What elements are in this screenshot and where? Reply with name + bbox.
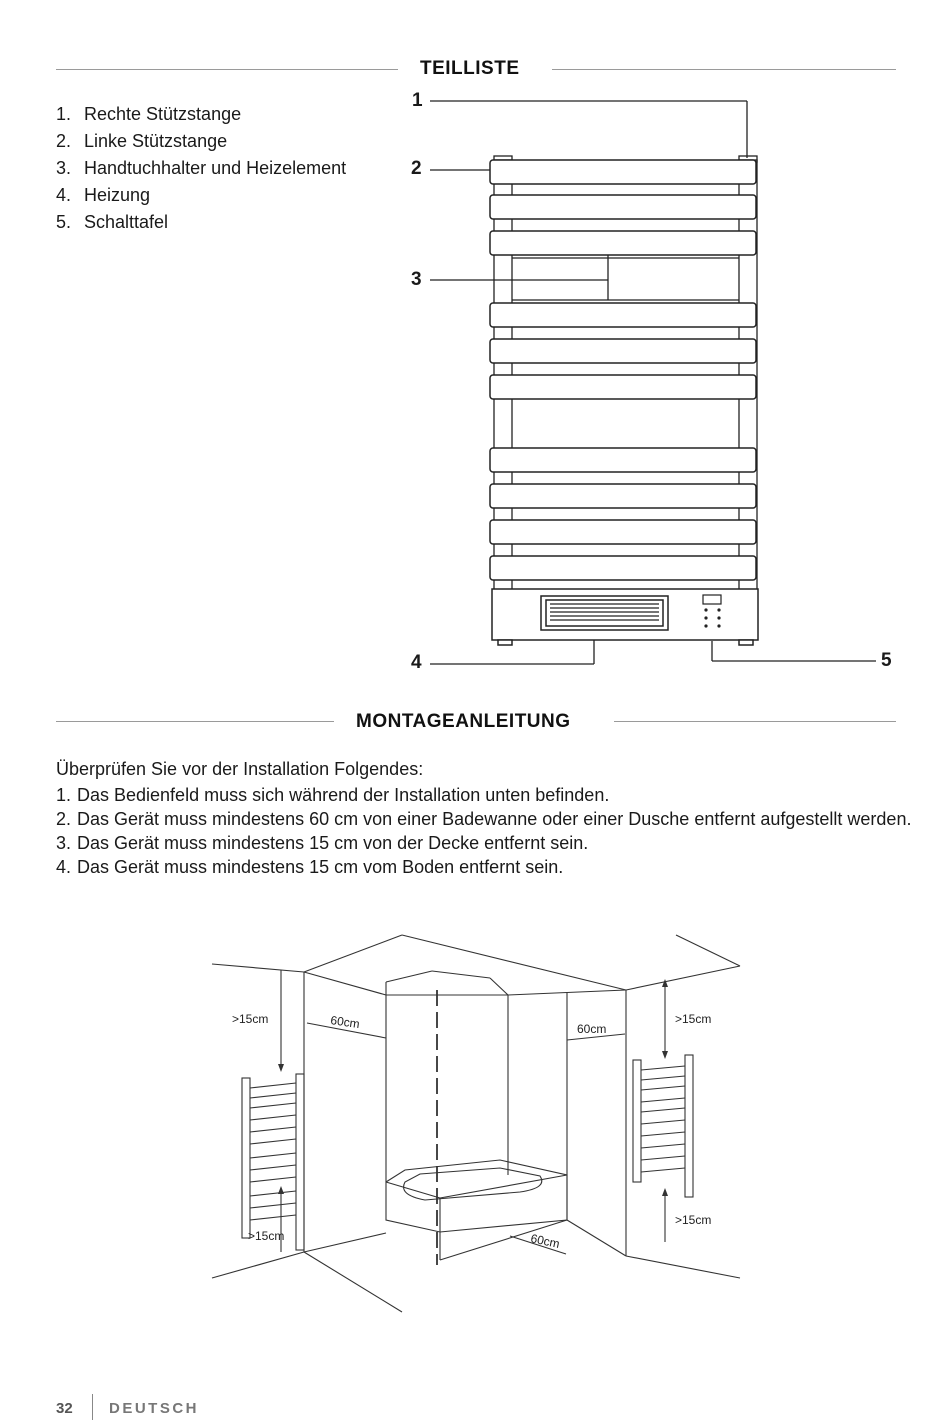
parts-section-title: TEILLISTE — [420, 58, 520, 79]
callout-3: 3 — [411, 269, 422, 290]
install-section-title: MONTAGEANLEITUNG — [356, 711, 571, 732]
callout-1: 1 — [412, 90, 423, 111]
label-right-top: >15cm — [675, 1012, 712, 1026]
footer-language: DEUTSCH — [109, 1400, 200, 1417]
label-floor-distance: 60cm — [529, 1231, 561, 1252]
list-item: 1. Rechte Stützstange — [56, 104, 242, 124]
page-number: 32 — [56, 1400, 73, 1417]
callout-2: 2 — [411, 158, 422, 179]
list-item: 3. Das Gerät muss mindestens 15 cm von der Decke entfernt sein. — [56, 833, 589, 853]
install-intro: Überprüfen Sie vor der Installation Folgendes: — [56, 759, 424, 779]
callout-5: 5 — [881, 650, 892, 671]
list-item: 4. Heizung — [56, 185, 151, 205]
clearance-diagram — [0, 920, 950, 1340]
divider-right — [614, 721, 896, 722]
list-item: 5. Schalttafel — [56, 212, 169, 232]
list-item: 2. Linke Stützstange — [56, 131, 228, 151]
label-right-bottom: >15cm — [675, 1213, 712, 1227]
footer-divider — [92, 1394, 93, 1420]
list-item: 1. Das Bedienfeld muss sich während der Installation unten befinden. — [56, 785, 610, 805]
label-left-top: >15cm — [232, 1012, 269, 1026]
requirements-list — [56, 783, 916, 879]
towel-heater-illustration — [0, 0, 950, 700]
callout-4: 4 — [411, 652, 422, 673]
list-item: 3. Handtuchhalter und Heizelement — [56, 158, 347, 178]
divider-left — [56, 721, 334, 722]
label-left-bottom: >15cm — [248, 1229, 285, 1243]
label-left-distance: 60cm — [329, 1013, 361, 1032]
label-right-distance: 60cm — [577, 1022, 607, 1036]
list-item: 2. Das Gerät muss mindestens 60 cm von einer Badewanne oder einer Dusche entfernt aufgestellt werden. — [56, 809, 912, 829]
list-item: 4. Das Gerät muss mindestens 15 cm vom Boden entfernt sein. — [56, 857, 564, 877]
